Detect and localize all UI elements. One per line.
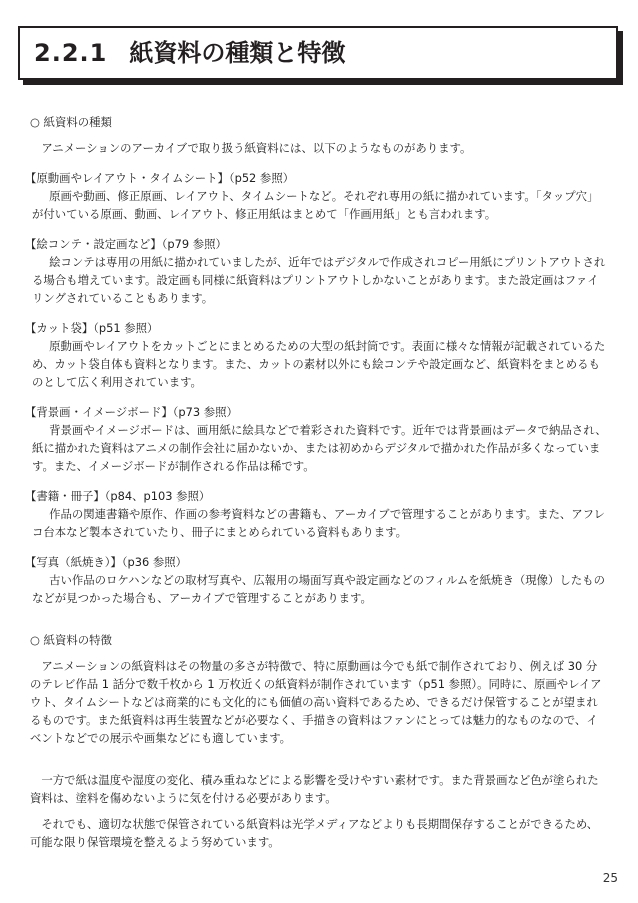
paper-type-item <box>25 403 608 475</box>
item-heading: 【原動画やレイアウト・タイムシート】（p52 参照） <box>25 171 295 185</box>
types-heading: ○ 紙資料の種類 <box>30 115 112 129</box>
item-heading: 【写真（紙焼き）】（p36 参照） <box>25 555 188 569</box>
features-paragraph: アニメーションの紙資料はその物量の多さが特徴で、特に原動画は今でも紙で制作されており、例えば 30 分のテレビ作品 1 話分で数千枚から 1 万枚近くの紙資料が制作されています（p51 参照）。同時に、原画やレイアウト、タイムシートなどは商業的にも文化的にも価値の高い資料であるため、できるだけ保管することが望まれるものです。また紙資料は再生装置などが必要なく、手描きの資料はファンにとっては魅力的なものなので、イベントなどでの展示や画集などにも適しています。 <box>30 659 602 745</box>
features-paragraph: 一方で紙は温度や湿度の変化、積み重ねなどによる影響を受けやすい素材です。また背景画など色が塗られた資料は、塗料を傷めないように気を付ける必要があります。 <box>30 773 599 805</box>
paper-type-item <box>25 319 608 391</box>
section-title: 紙資料の種類と特徴 <box>129 39 346 67</box>
item-description: 原動画やレイアウトをカットごとにまとめるための大型の紙封筒です。表面に様々な情報が記載されているため、カット袋自体も資料となります。また、カットの素材以外にも絵コンテや設定画など、紙資料をまとめるものとして広く利用されています。 <box>32 339 606 389</box>
features-paragraph: それでも、適切な状態で保管されている紙資料は光学メディアなどよりも長期間保存することができるため、可能な限り保管環境を整えるよう努めています。 <box>30 817 599 849</box>
item-heading: 【カット袋】（p51 参照） <box>25 321 159 335</box>
item-heading: 【背景画・イメージボード】（p73 参照） <box>25 405 238 419</box>
paper-type-item <box>25 169 608 223</box>
item-description: 古い作品のロケハンなどの取材写真や、広報用の場面写真や設定画などのフィルムを紙焼き（現像）したものなどが見つかった場合も、アーカイブで管理することがあります。 <box>32 573 605 605</box>
page-number: 25 <box>602 871 618 885</box>
features-heading: ○ 紙資料の特徴 <box>30 633 112 647</box>
document-body <box>25 113 608 851</box>
types-intro: アニメーションのアーカイブで取り扱う紙資料には、以下のようなものがあります。 <box>41 141 472 155</box>
item-heading: 【書籍・冊子】（p84、p103 参照） <box>25 489 211 503</box>
page-title <box>34 36 345 70</box>
section-title-box <box>18 26 618 80</box>
paper-type-item <box>25 553 608 607</box>
item-description: 絵コンテは専用の用紙に描かれていましたが、近年ではデジタルで作成されコピー用紙にプリントアウトされる場合も増えています。設定画も同様に紙資料はプリントアウトしかないことがあります。また設定画はファイリングされていることもあります。 <box>32 255 606 305</box>
section-number: 2.2.1 <box>34 39 108 67</box>
item-heading: 【絵コンテ・設定画など】（p79 参照） <box>25 237 227 251</box>
item-description: 原画や動画、修正原画、レイアウト、タイムシートなど。それぞれ専用の紙に描かれています。「タップ穴」が付いている原画、動画、レイアウト、修正用紙はまとめて「作画用紙」とも言われます。 <box>32 189 599 221</box>
paper-type-item <box>25 487 608 541</box>
item-description: 背景画やイメージボードは、画用紙に絵具などで着彩された資料です。近年では背景画はデータで納品され、紙に描かれた資料はアニメの制作会社に届かないか、または初めからデジタルで描かれた作品が多くなっています。また、イメージボードが制作される作品は稀です。 <box>32 423 607 473</box>
item-description: 作品の関連書籍や原作、作画の参考資料などの書籍も、アーカイブで管理することがあります。また、アフレコ台本など製本されていたり、冊子にまとめられている資料もあります。 <box>32 507 605 539</box>
paper-type-item <box>25 235 608 307</box>
